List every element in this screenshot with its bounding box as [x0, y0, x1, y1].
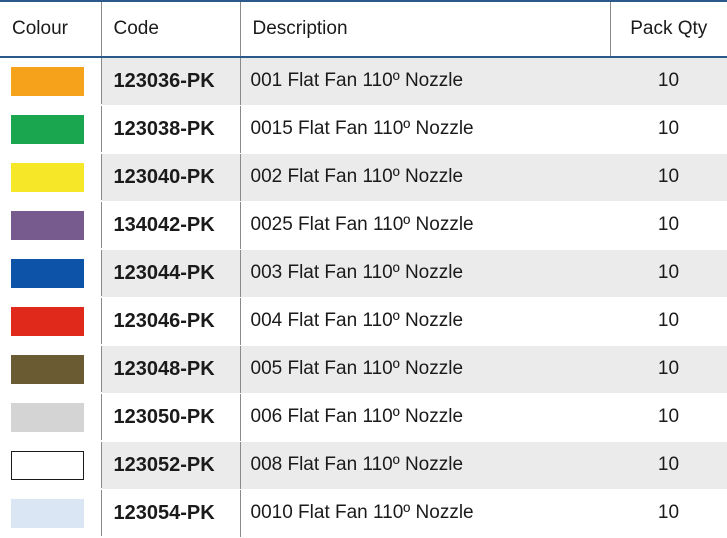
colour-cell — [0, 345, 101, 393]
colour-swatch — [11, 211, 84, 240]
colour-cell — [0, 201, 101, 249]
colour-cell — [0, 393, 101, 441]
table-row — [0, 345, 727, 393]
colour-swatch — [11, 451, 84, 480]
pack-qty-cell: 10 — [610, 297, 727, 345]
colour-cell — [0, 57, 101, 105]
colour-swatch — [11, 403, 84, 432]
description-cell: 0015 Flat Fan 110º Nozzle — [240, 105, 610, 153]
colour-cell — [0, 153, 101, 201]
colour-swatch — [11, 355, 84, 384]
code-cell: 123048-PK — [101, 345, 240, 393]
description-cell: 003 Flat Fan 110º Nozzle — [240, 249, 610, 297]
colour-cell — [0, 105, 101, 153]
colour-swatch — [11, 499, 84, 528]
header-code: Code — [101, 1, 240, 57]
pack-qty-cell: 10 — [610, 57, 727, 105]
code-cell: 123052-PK — [101, 441, 240, 489]
table-row — [0, 393, 727, 441]
table-header — [0, 1, 727, 57]
table-row — [0, 297, 727, 345]
table-row — [0, 249, 727, 297]
table-row — [0, 441, 727, 489]
colour-swatch — [11, 67, 84, 96]
colour-cell — [0, 249, 101, 297]
pack-qty-cell: 10 — [610, 249, 727, 297]
code-cell: 123044-PK — [101, 249, 240, 297]
description-cell: 005 Flat Fan 110º Nozzle — [240, 345, 610, 393]
header-row — [0, 1, 727, 57]
description-cell: 004 Flat Fan 110º Nozzle — [240, 297, 610, 345]
description-cell: 008 Flat Fan 110º Nozzle — [240, 441, 610, 489]
description-cell: 006 Flat Fan 110º Nozzle — [240, 393, 610, 441]
description-cell: 0010 Flat Fan 110º Nozzle — [240, 489, 610, 537]
code-cell: 123046-PK — [101, 297, 240, 345]
description-cell: 001 Flat Fan 110º Nozzle — [240, 57, 610, 105]
pack-qty-cell: 10 — [610, 105, 727, 153]
code-cell: 123040-PK — [101, 153, 240, 201]
colour-swatch — [11, 115, 84, 144]
code-cell: 123050-PK — [101, 393, 240, 441]
header-description: Description — [240, 1, 610, 57]
pack-qty-cell: 10 — [610, 345, 727, 393]
table-row — [0, 201, 727, 249]
code-cell: 134042-PK — [101, 201, 240, 249]
pack-qty-cell: 10 — [610, 201, 727, 249]
code-cell: 123036-PK — [101, 57, 240, 105]
colour-cell — [0, 489, 101, 537]
description-cell: 0025 Flat Fan 110º Nozzle — [240, 201, 610, 249]
code-cell: 123038-PK — [101, 105, 240, 153]
table-row — [0, 105, 727, 153]
table-row — [0, 57, 727, 105]
pack-qty-cell: 10 — [610, 393, 727, 441]
description-cell: 002 Flat Fan 110º Nozzle — [240, 153, 610, 201]
colour-swatch — [11, 259, 84, 288]
pack-qty-cell: 10 — [610, 153, 727, 201]
colour-swatch — [11, 163, 84, 192]
header-colour: Colour — [0, 1, 101, 57]
header-pack-qty: Pack Qty — [610, 1, 727, 57]
pack-qty-cell: 10 — [610, 441, 727, 489]
table-row — [0, 489, 727, 537]
table-body — [0, 57, 727, 537]
colour-cell — [0, 297, 101, 345]
colour-swatch — [11, 307, 84, 336]
table-row — [0, 153, 727, 201]
code-cell: 123054-PK — [101, 489, 240, 537]
pack-qty-cell: 10 — [610, 489, 727, 537]
colour-cell — [0, 441, 101, 489]
